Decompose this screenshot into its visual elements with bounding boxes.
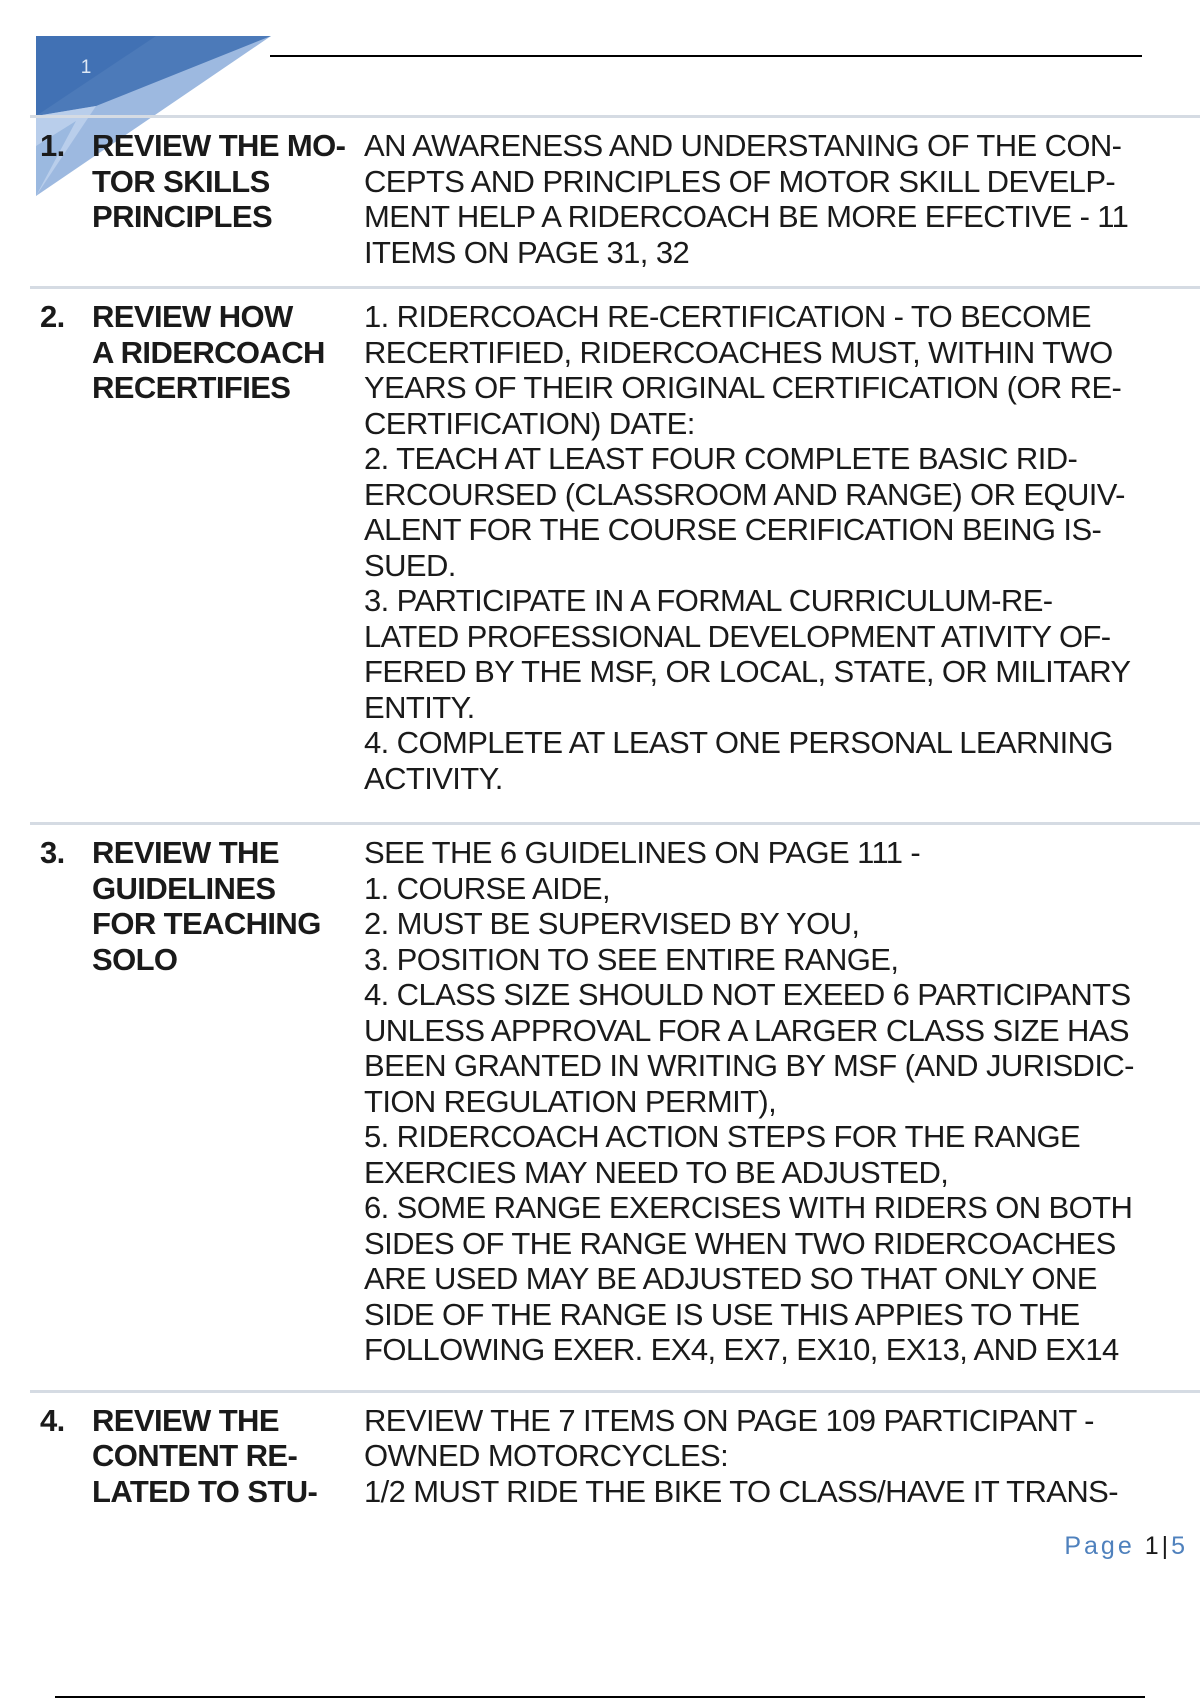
row-body-line: 5. RIDERCOACH ACTION STEPS FOR THE RANGE <box>364 1119 1081 1154</box>
row-body-line: FOLLOWING EXER. EX4, EX7, EX10, EX13, AND EX14 <box>364 1332 1119 1367</box>
row-title <box>92 299 364 822</box>
page-separator: | <box>1161 1532 1172 1560</box>
row-body-line: ARE USED MAY BE ADJUSTED SO THAT ONLY ONE <box>364 1261 1097 1296</box>
row-number: 4. <box>40 1402 65 1438</box>
row-title-line: TOR SKILLS <box>92 163 270 199</box>
header-rule <box>270 55 1142 57</box>
row-title <box>92 1403 364 1510</box>
row-body-line: 1. COURSE AIDE, <box>364 870 610 906</box>
row-body-line: ENTITY. <box>364 689 475 725</box>
row-body-line: SEE THE 6 GUIDELINES ON PAGE 111 - <box>364 835 921 870</box>
row-title-line: A RIDERCOACH <box>92 334 325 370</box>
row-body-line: RECERTIFIED, RIDERCOACHES MUST, WITHIN TWO <box>364 334 1113 370</box>
row-body-line: 4. CLASS SIZE SHOULD NOT EXEED 6 PARTICIPANTS <box>364 977 1131 1012</box>
row-body-line: SIDES OF THE RANGE WHEN TWO RIDERCOACHES <box>364 1225 1116 1261</box>
row-body <box>364 835 1200 1390</box>
page-indicator <box>1064 1532 1188 1561</box>
row-body-line: 3. PARTICIPATE IN A FORMAL CURRICULUM-RE- <box>364 583 1053 618</box>
row-title-line: REVIEW HOW <box>92 299 293 334</box>
row-body-line: 6. SOME RANGE EXERCISES WITH RIDERS ON BOTH <box>364 1190 1133 1225</box>
row-body-line: MENT HELP A RIDERCOACH BE MORE EFECTIVE - 11 <box>364 199 1129 234</box>
row-body-line: SUED. <box>364 547 456 583</box>
row-body-line: YEARS OF THEIR ORIGINAL CERTIFICATION (OR RE- <box>364 370 1122 405</box>
row-number: 3. <box>40 835 65 870</box>
row-body-line: 1/2 MUST RIDE THE BIKE TO CLASS/HAVE IT TRANS- <box>364 1473 1118 1509</box>
page-current: 1 <box>1144 1532 1162 1560</box>
row-title-line: REVIEW THE MO- <box>92 128 346 163</box>
row-title <box>92 835 364 1390</box>
review-table <box>30 115 1200 1509</box>
row-body-line: ERCOURSED (CLASSROOM AND RANGE) OR EQUIV- <box>364 476 1125 512</box>
row-title-line: REVIEW THE <box>92 1402 279 1438</box>
footer-rule <box>55 1696 1145 1698</box>
row-body-line: CERTIFICATION) DATE: <box>364 405 695 441</box>
table-row <box>30 1390 1200 1510</box>
row-title-line: GUIDELINES <box>92 870 276 906</box>
row-body-line: ITEMS ON PAGE 31, 32 <box>364 234 690 270</box>
row-body-line: AN AWARENESS AND UNDERSTANING OF THE CON- <box>364 128 1122 163</box>
row-body-line: 3. POSITION TO SEE ENTIRE RANGE, <box>364 941 899 977</box>
row-body <box>364 128 1200 286</box>
row-number: 1. <box>40 128 65 163</box>
header-page-number: 1 <box>80 57 92 78</box>
table-row <box>30 822 1200 1390</box>
table-row <box>30 286 1200 822</box>
table-row <box>30 115 1200 286</box>
row-body-line: TION REGULATION PERMIT), <box>364 1083 777 1119</box>
row-body-line: ACTIVITY. <box>364 760 503 796</box>
row-title-line: PRINCIPLES <box>92 199 273 234</box>
row-body <box>364 1403 1200 1510</box>
row-body-line: FERED BY THE MSF, OR LOCAL, STATE, OR MILITARY <box>364 654 1131 689</box>
row-body-line: EXERCIES MAY NEED TO BE ADJUSTED, <box>364 1154 949 1190</box>
row-body-line: LATED PROFESSIONAL DEVELOPMENT ATIVITY OF- <box>364 618 1111 654</box>
row-title <box>92 128 364 286</box>
row-body-line: 1. RIDERCOACH RE-CERTIFICATION - TO BECOME <box>364 299 1091 334</box>
row-body-line: CEPTS AND PRINCIPLES OF MOTOR SKILL DEVELP- <box>364 163 1116 199</box>
page-total: 5 <box>1171 1532 1188 1560</box>
row-body-line: 2. MUST BE SUPERVISED BY YOU, <box>364 906 860 941</box>
page-word: Page <box>1064 1532 1135 1560</box>
row-number: 2. <box>40 299 65 334</box>
row-title-line: CONTENT RE- <box>92 1438 298 1473</box>
row-body-line: 2. TEACH AT LEAST FOUR COMPLETE BASIC RID- <box>364 441 1078 476</box>
row-title-line: SOLO <box>92 941 178 977</box>
row-title-line: LATED TO STU- <box>92 1473 318 1509</box>
row-title-line: REVIEW THE <box>92 835 279 870</box>
row-title-line: RECERTIFIES <box>92 370 291 405</box>
row-body-line: 4. COMPLETE AT LEAST ONE PERSONAL LEARNING <box>364 725 1113 760</box>
row-body-line: BEEN GRANTED IN WRITING BY MSF (AND JURISDIC- <box>364 1048 1134 1083</box>
row-body-line: ALENT FOR THE COURSE CERIFICATION BEING IS- <box>364 512 1102 547</box>
row-body <box>364 299 1200 822</box>
row-body-line: OWNED MOTORCYCLES: <box>364 1438 729 1473</box>
row-title-line: FOR TEACHING <box>92 906 321 941</box>
row-body-line: REVIEW THE 7 ITEMS ON PAGE 109 PARTICIPANT - <box>364 1402 1094 1438</box>
row-body-line: SIDE OF THE RANGE IS USE THIS APPIES TO THE <box>364 1296 1080 1332</box>
row-body-line: UNLESS APPROVAL FOR A LARGER CLASS SIZE HAS <box>364 1012 1129 1048</box>
